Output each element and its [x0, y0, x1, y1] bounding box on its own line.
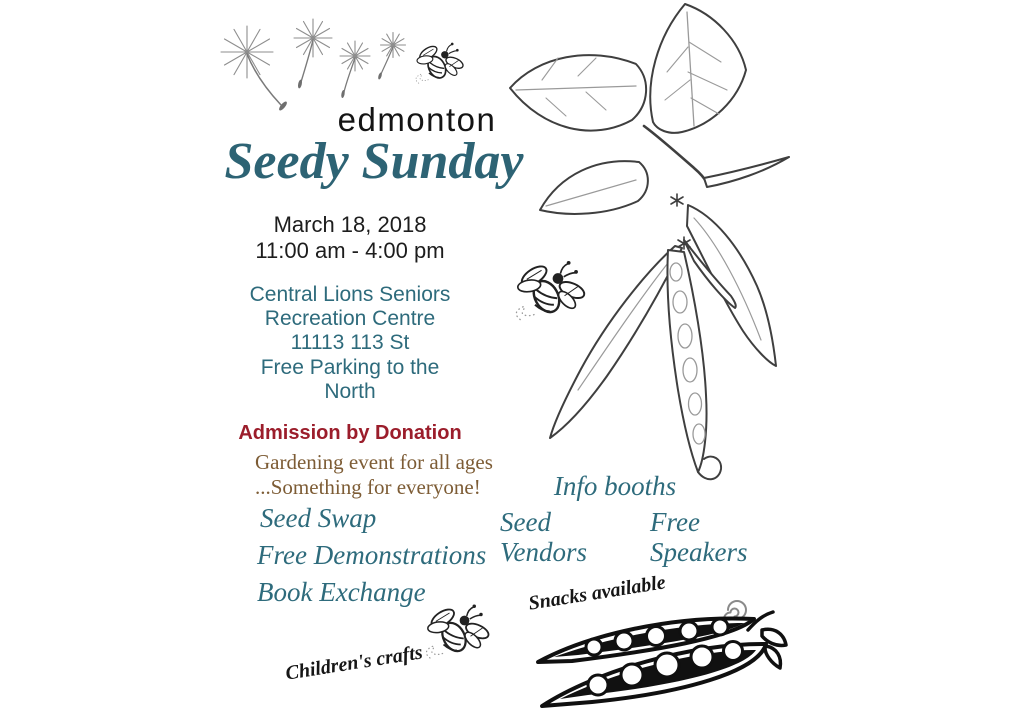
- bee-icon: [413, 36, 467, 90]
- venue-line: Central Lions Seniors: [249, 283, 451, 306]
- feature-free-speakers: [650, 507, 747, 567]
- venue-line: 11113 113 St: [290, 331, 410, 354]
- parking-line: North: [324, 380, 376, 403]
- tagline-block: [255, 450, 495, 500]
- feature-line: Speakers: [650, 537, 748, 567]
- admission-note: Admission by Donation: [238, 422, 462, 444]
- venue-line: Recreation Centre: [264, 307, 436, 330]
- feature-book-exchange: Book Exchange: [257, 577, 426, 607]
- brand-word: edmonton: [337, 101, 497, 138]
- event-time: 11:00 am - 4:00 pm: [255, 238, 445, 263]
- feature-seed-vendors: [500, 507, 587, 567]
- bean-plant-illustration: [498, 0, 858, 500]
- date-time-block: [248, 212, 452, 264]
- note-snacks-available: Snacks available: [527, 571, 668, 615]
- dandelion-seeds-illustration: [197, 12, 415, 115]
- venue-block: [238, 283, 462, 355]
- parking-block: [238, 356, 462, 404]
- feature-line: Free: [650, 507, 700, 537]
- bee-icon: [416, 598, 504, 664]
- tagline-line: ...Something for everyone!: [255, 475, 481, 499]
- feature-seed-swap: Seed Swap: [260, 503, 377, 533]
- tagline-line: Gardening event for all ages: [255, 450, 493, 474]
- event-date: March 18, 2018: [273, 212, 427, 237]
- parking-line: Free Parking to the: [260, 356, 440, 379]
- feature-line: Vendors: [500, 537, 587, 567]
- poster-title: Seedy Sunday: [224, 133, 524, 190]
- feature-free-demonstrations: Free Demonstrations: [257, 540, 487, 570]
- feature-info-booths: Info booths: [553, 471, 677, 501]
- feature-line: Seed: [500, 507, 551, 537]
- note-childrens-crafts: Children's crafts: [284, 641, 425, 685]
